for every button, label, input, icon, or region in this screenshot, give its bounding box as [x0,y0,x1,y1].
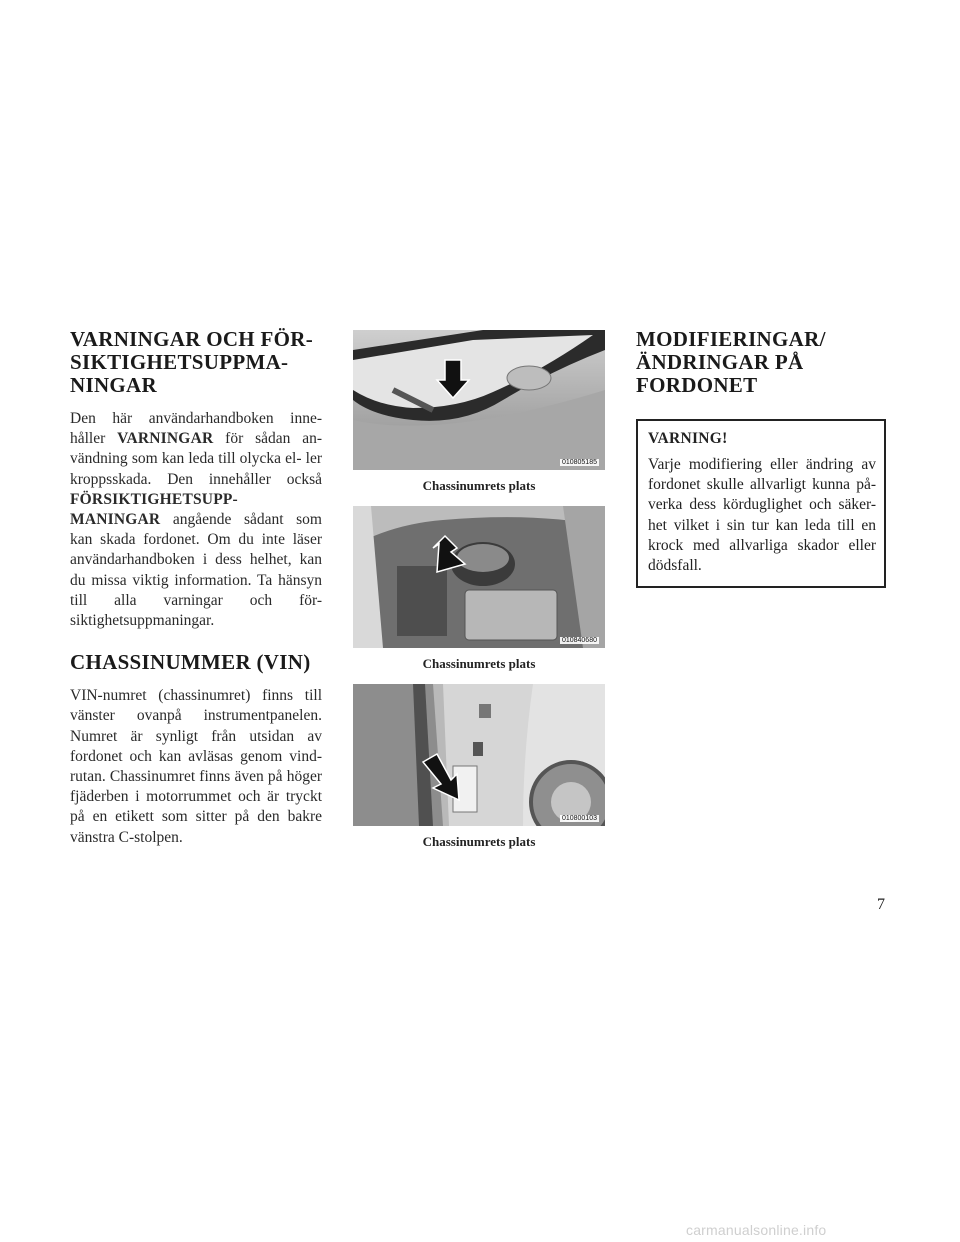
vin-paragraph: VIN-numret (chassinumret) finns till vänster ovanpå instrumentpanelen. Numret är synligt från utsidan av fordonet och kan avläsas genom vind- rutan. Chassinumret finns även på höger fjäderben i motorrummet och är tryckt på en etikett som sitter på den bakre vänstra C-stolpen. [70,687,322,846]
figure-caption: Chassinumrets plats [422,834,536,849]
engine-bay-photo-illustration [353,506,605,648]
figure-code: 010800103 [561,815,597,822]
figures-column [353,330,605,862]
figure-caption: Chassinumrets plats [422,478,536,493]
right-column [636,328,886,588]
warnings-paragraph: Den här användarhandboken inne- håller VARNINGAR för sådan an- vändning som kan leda till olycka el- ler kroppsskada. Den innehåller också FÖRSIKTIGHETSUPP- MANINGAR angående sådant som kan skada fordonet. Om du inte läser användarhandboken i dess helhet, kan du missa viktig information. Ta hänsyn till alla varningar och för- siktighetsuppmaningar. [70,410,322,630]
warning-box [636,419,886,588]
watermark: carmanualsonline.info [686,1222,827,1238]
figure-code: 010805185 [561,459,597,466]
figure-engine-bay [353,506,605,648]
warning-text: Varje modifiering eller ändring av fordonet skulle allvarligt kunna på- verka dess körduglighet och säker- het vilket i sin tur kan leda till en krock med allvarliga skador eller dödsfall. [648,456,876,575]
heading-modifications: MODIFIERINGAR/ ÄNDRINGAR PÅ FORDONET [636,327,826,397]
windshield-photo-illustration [353,330,605,470]
left-column [70,328,322,862]
figure-caption: Chassinumrets plats [422,656,536,671]
c-pillar-photo-illustration [353,684,605,826]
warning-title: VARNING! [648,430,728,447]
figure-code: 010840680 [561,637,597,644]
heading-warnings: VARNINGAR OCH FÖR- SIKTIGHETSUPPMA- NINGAR [70,327,314,397]
figure-windshield [353,330,605,470]
page-number: 7 [877,896,885,913]
figure-c-pillar [353,684,605,826]
heading-vin: CHASSINUMMER (VIN) [70,650,311,675]
